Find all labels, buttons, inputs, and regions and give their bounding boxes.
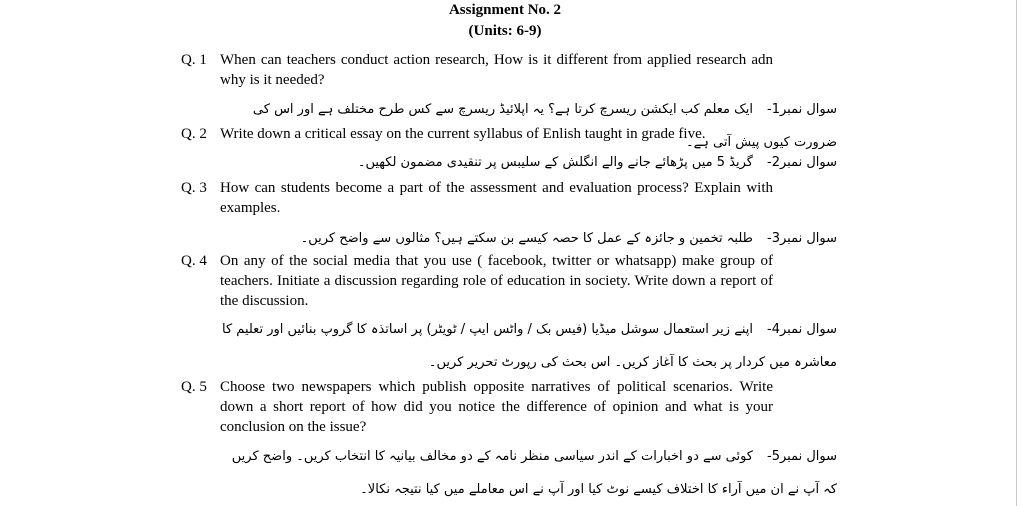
question-number: Q. 4 bbox=[181, 253, 207, 269]
question-number: Q. 2 bbox=[181, 126, 207, 142]
urdu-question bbox=[217, 146, 837, 179]
question-text: Choose two newspapers which publish opposite narratives of political scenarios. Write down a short report of how did you notice the difference of opinion and what is your conclusion on the issue? bbox=[220, 379, 773, 435]
page-right-border bbox=[1016, 0, 1017, 506]
urdu-question-text: گریڈ 5 میں پڑھائے جانے والے انگلش کے سلیبس پر تنقیدی مضمون لکھیں۔ bbox=[357, 155, 753, 170]
urdu-question-label: سوال نمبر4- bbox=[766, 322, 837, 337]
question-text: On any of the social media that you use ( facebook, twitter or whatsapp) make group of teachers. Initiate a discussion regarding role of education in society. Write down a report of the discussion. bbox=[220, 253, 773, 309]
question-number: Q. 5 bbox=[181, 379, 207, 395]
urdu-question-text: کوئی سے دو اخبارات کے اندر سیاسی منظر نامہ کے دو مخالف بیانیہ کا انتخاب کریں۔ واضح کریں کہ آپ نے ان میں آراء کا اختلاف کیسے نوٹ کیا اور آپ نے اس معاملے میں کیا نتیجہ نکالا۔ bbox=[231, 449, 837, 497]
urdu-question-label: سوال نمبر5- bbox=[766, 449, 837, 464]
question-number: Q. 3 bbox=[181, 180, 207, 196]
urdu-question-text: اپنے زیر استعمال سوشل میڈیا (فیس بک / واٹس ایپ / ٹویٹر) پر اساتذہ کا گروپ بنائیں اور تعلیم کا معاشرہ میں کردار پر بحث کا آغاز کریں۔ اس بحث کی رپورٹ تحریر کریں۔ bbox=[222, 322, 837, 370]
urdu-question-label: سوال نمبر1- bbox=[766, 102, 837, 117]
urdu-question-text: طلبہ تخمین و جائزہ کے عمل کا حصہ کیسے بن سکتے ہیں؟ مثالوں سے واضح کریں۔ bbox=[300, 231, 753, 246]
question-text: Write down a critical essay on the current syllabus of Enlish taught in grade five. bbox=[220, 126, 706, 142]
urdu-question bbox=[217, 313, 837, 379]
urdu-question-label: سوال نمبر3- bbox=[766, 231, 837, 246]
units-subtitle: (Units: 6-9) bbox=[468, 23, 542, 39]
urdu-question bbox=[217, 440, 837, 506]
question-number: Q. 1 bbox=[181, 52, 207, 68]
question-text: When can teachers conduct action research, How is it different from applied research adn why is it needed? bbox=[220, 52, 773, 88]
assignment-title: Assignment No. 2 bbox=[448, 2, 562, 18]
question-text: How can students become a part of the assessment and evaluation process? Explain with examples. bbox=[220, 180, 773, 216]
urdu-question-label: سوال نمبر2- bbox=[766, 155, 837, 170]
urdu-question-text: ایک معلم کب ایکشن ریسرچ کرتا ہے؟ یہ اپلائیڈ ریسرچ سے کس طرح مختلف ہے اور اس کی ضرورت کیوں پیش آتی ہے۔ bbox=[252, 102, 837, 150]
